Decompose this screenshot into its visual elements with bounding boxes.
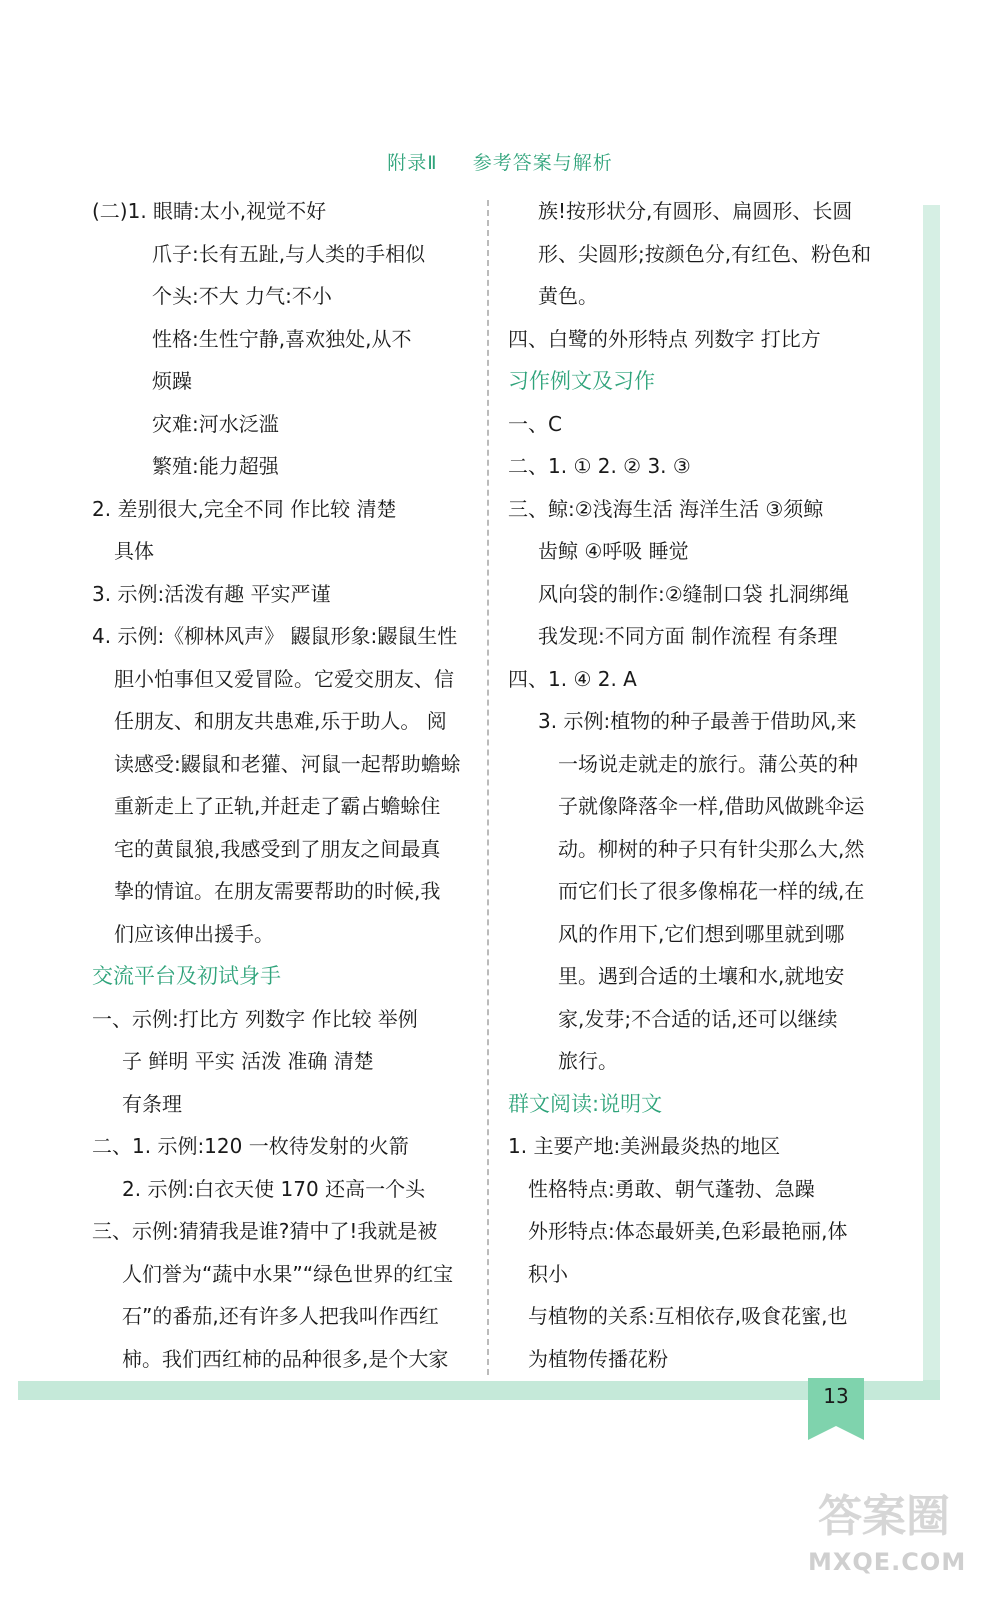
answer-line: 性格特点:勇敢、朝气蓬勃、急躁 (528, 1176, 815, 1201)
answer-line: 爪子:长有五趾,与人类的手相似 (152, 241, 426, 266)
section-heading: 群文阅读:说明文 (508, 1091, 663, 1116)
watermark-logo: 答案圈 (818, 1491, 950, 1542)
answer-line: 积小 (528, 1261, 568, 1286)
answer-line: 二、1. 示例:120 一枚待发射的火箭 (92, 1134, 409, 1158)
answer-line: 人们誉为“蔬中水果”“绿色世界的红宝 (122, 1261, 454, 1286)
answer-line: 家,发芽;不合适的话,还可以继续 (558, 1006, 838, 1031)
answer-line: 2. 示例:白衣天使 170 还高一个头 (122, 1176, 426, 1201)
answer-line: 宅的黄鼠狼,我感受到了朋友之间最真 (114, 836, 441, 861)
column-divider (487, 200, 489, 1375)
answer-line: 外形特点:体态最妍美,色彩最艳丽,体 (528, 1219, 848, 1243)
answer-line: 风向袋的制作:②缝制口袋 扎洞绑绳 (538, 581, 850, 606)
answer-line: 们应该伸出援手。 (114, 921, 274, 946)
answer-line: 读感受:鼹鼠和老獾、河鼠一起帮助蟾蜍 (114, 751, 461, 776)
left-column (92, 190, 472, 1380)
answer-line: 胆小怕事但又爱冒险。它爱交朋友、信 (114, 666, 454, 691)
appendix-label: 附录Ⅱ (387, 152, 438, 174)
page-number: 13 (823, 1384, 849, 1408)
section-heading: 习作例文及习作 (508, 369, 655, 393)
answer-line: 为植物传播花粉 (528, 1346, 668, 1371)
answer-line: 四、1. ④ 2. A (508, 666, 637, 691)
answer-line: 2. 差别很大,完全不同 作比较 清楚 (92, 496, 397, 521)
answer-line: 三、示例:猜猜我是谁?猜中了!我就是被 (92, 1219, 438, 1243)
answer-line: 二、1. ① 2. ② 3. ③ (508, 454, 691, 478)
answer-line: 性格:生性宁静,喜欢独处,从不 (152, 326, 412, 351)
answer-line: 三、鲸:②浅海生活 海洋生活 ③须鲸 (508, 496, 824, 521)
answer-line: 齿鲸 ④呼吸 睡觉 (538, 539, 689, 563)
right-column (508, 190, 893, 1380)
answer-line: 烦躁 (152, 369, 192, 393)
page-header (0, 148, 1000, 175)
answer-line: 挚的情谊。在朋友需要帮助的时候,我 (114, 879, 441, 903)
answer-line: 具体 (114, 539, 154, 563)
answer-line: 有条理 (122, 1091, 182, 1116)
answer-line: 族!按形状分,有圆形、扁圆形、长圆 (538, 199, 853, 223)
answer-line: 而它们长了很多像棉花一样的绒,在 (558, 879, 865, 903)
answer-line: 1. 主要产地:美洲最炎热的地区 (508, 1134, 781, 1158)
section-heading: 交流平台及初试身手 (92, 964, 281, 988)
answer-line: 灾难:河水泛滥 (152, 411, 279, 436)
answer-line: 繁殖:能力超强 (152, 454, 279, 478)
page-shadow-bottom (18, 1380, 940, 1400)
answer-line: 个头:不大 力气:不小 (152, 284, 332, 308)
answer-line: 与植物的关系:互相依存,吸食花蜜,也 (528, 1304, 848, 1328)
answer-line: 任朋友、和朋友共患难,乐于助人。 阅 (114, 709, 447, 733)
answer-line: 动。柳树的种子只有针尖那么大,然 (558, 836, 865, 861)
answer-line: (二)1. 眼睛:太小,视觉不好 (92, 199, 327, 223)
watermark-site: MXQE.COM (808, 1548, 967, 1576)
answer-line: 3. 示例:活泼有趣 平实严谨 (92, 581, 331, 606)
header-title: 参考答案与解析 (472, 152, 613, 174)
answer-line: 4. 示例:《柳林风声》 鼹鼠形象:鼹鼠生性 (92, 624, 458, 648)
answer-line: 重新走上了正轨,并赶走了霸占蟾蜍住 (114, 794, 441, 818)
answer-line: 黄色。 (538, 284, 598, 308)
answer-line: 里。遇到合适的土壤和水,就地安 (558, 964, 845, 988)
answer-line: 3. 示例:植物的种子最善于借助风,来 (538, 709, 857, 733)
answer-line: 石”的番茄,还有许多人把我叫作西红 (122, 1304, 439, 1328)
answer-line: 子 鲜明 平实 活泼 准确 清楚 (122, 1049, 374, 1073)
answer-line: 一场说走就走的旅行。蒲公英的种 (558, 751, 858, 776)
answer-line: 一、示例:打比方 列数字 作比较 举例 (92, 1006, 418, 1031)
answer-line: 子就像降落伞一样,借助风做跳伞运 (558, 794, 865, 818)
answer-line: 形、尖圆形;按颜色分,有红色、粉色和 (538, 241, 872, 266)
answer-line: 一、C (508, 411, 562, 436)
answer-line: 风的作用下,它们想到哪里就到哪 (558, 921, 845, 946)
answer-line: 四、白鹭的外形特点 列数字 打比方 (508, 326, 821, 351)
answer-line: 我发现:不同方面 制作流程 有条理 (538, 624, 838, 648)
answer-line: 旅行。 (558, 1049, 618, 1073)
answer-line: 柿。我们西红柿的品种很多,是个大家 (122, 1346, 449, 1371)
